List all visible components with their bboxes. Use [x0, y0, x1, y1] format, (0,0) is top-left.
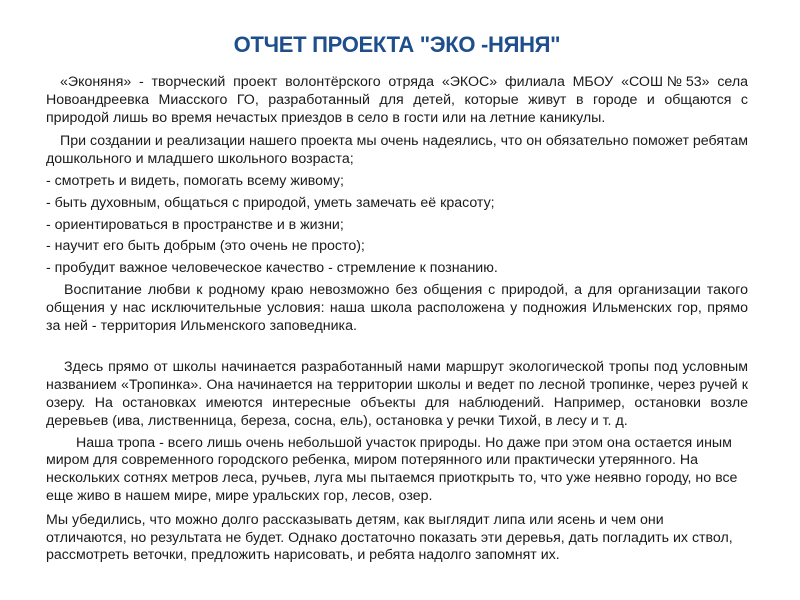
paragraph-conclusion: Мы убедились, что можно долго рассказывать детям, как выглядит липа или ясень и чем они отличаются, но результата не будет. Однако достаточно показать эти деревья, дать погладить их ствол, рассмотреть веточки, предложить нарисовать, и ребята надолго запомнят их.: [46, 511, 733, 564]
list-item: - ориентироваться в пространстве и в жизни;: [46, 216, 344, 233]
paragraph-eco-trail: Здесь прямо от школы начинается разработанный нами маршрут экологической тропы под условным названием «Тропинка». Она начинается на территории школы и ведет по лесной тропинке, через ручей к озеру. На остановках имеются интересные объекты для наблюдений. Например, остановки возле деревьев (ива, лиственница, береза, сосна, ель), остановка у речки Тихой, в лесу и т. д.: [46, 359, 748, 429]
paragraph-our-trail: Наша тропа - всего лишь очень небольшой участок природы. Но даже при этом она остается иным миром для современного городского ребенка, миром потерянного или практически утерянного. На нескольких сотнях метров леса, ручьев, луга мы пытаемся приоткрыть то, что уже неявно городу, но все еще живо в нашем мире, мире уральских гор, лесов, озер.: [46, 434, 738, 504]
list-item: - научит его быть добрым (это очень не просто);: [46, 238, 365, 255]
page-title: ОТЧЕТ ПРОЕКТА "ЭКО -НЯНЯ": [233, 32, 561, 57]
paragraph-love-of-land: Воспитание любви к родному краю невозможно без общения с природой, а для организации такого общения у нас исключительные условия: наша школа расположена у подножия Ильменских гор, прямо за ней - территория Ильменского заповедника.: [46, 281, 748, 334]
paragraph-intro: «Эконяня» - творческий проект волонтёрского отряда «ЭКОС» филиала МБОУ «СОШ№53» села Новоандреевка Миасского ГО, разработанный для детей, которые живут в городе и общаются с природой лишь во время нечастых приездов в село в гости или на летние каникулы.: [46, 74, 748, 126]
document-body: [46, 74, 748, 565]
list-item: - быть духовным, общаться с природой, уметь замечать её красоту;: [46, 194, 495, 211]
list-item: - смотреть и видеть, помогать всему живому;: [46, 172, 344, 189]
list-item: - пробудит важное человеческое качество - стремление к познанию.: [46, 260, 498, 277]
paragraph-hopes: При создании и реализации нашего проекта мы очень надеялись, что он обязательно поможет ребятам дошкольного и младшего школьного возраста;: [46, 133, 748, 168]
